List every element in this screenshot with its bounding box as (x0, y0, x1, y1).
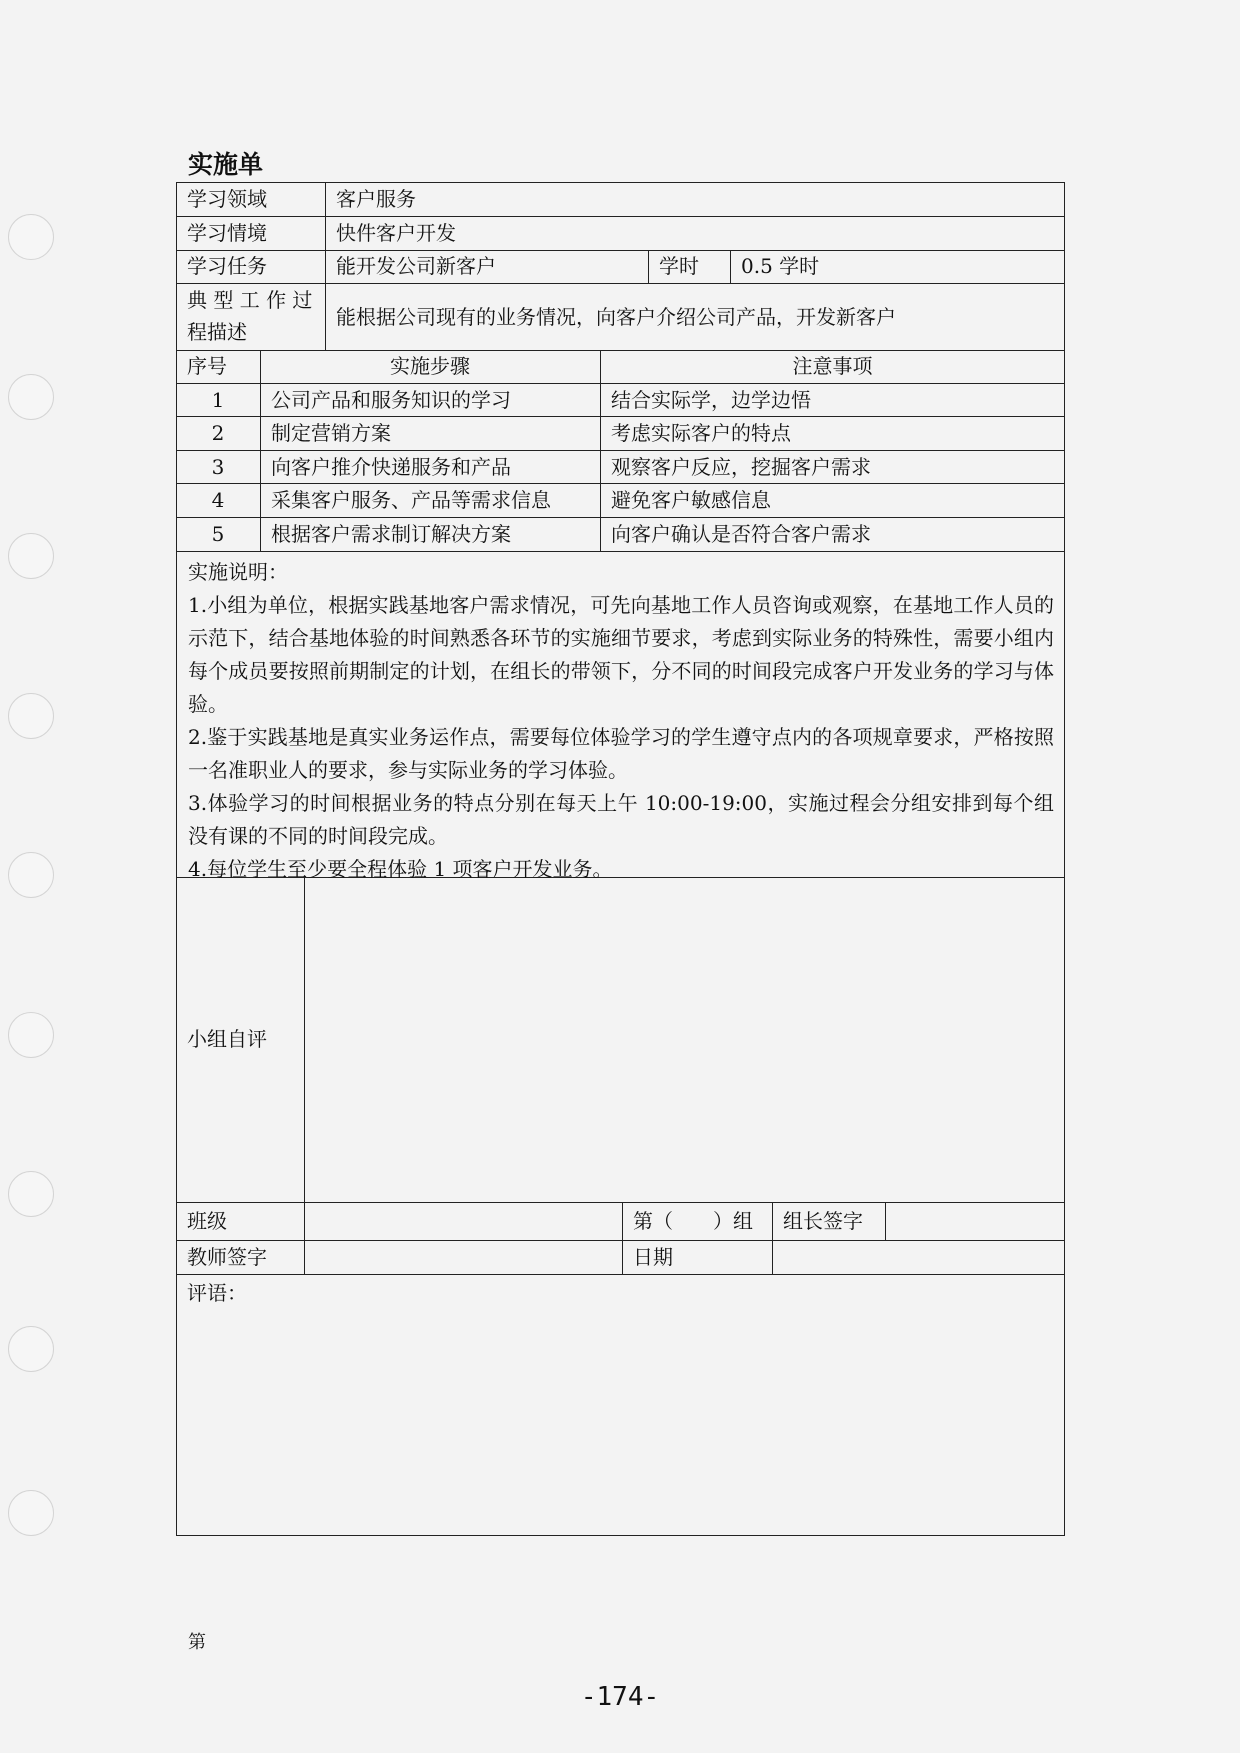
step-note: 避免客户敏感信息 (611, 488, 771, 512)
leader-sign-label: 组长签字 (783, 1209, 863, 1233)
col-no-header: 序号 (187, 354, 227, 378)
situation-label: 学习情境 (187, 221, 267, 245)
hours-value: 0.5 学时 (741, 254, 820, 278)
binder-hole (8, 374, 54, 420)
desc-label-line1: 典 型 工 作 过 (187, 288, 313, 312)
notes-heading: 实施说明： (188, 560, 288, 584)
teacher-sign-label: 教师签字 (187, 1245, 267, 1269)
leader-sign-value[interactable] (885, 1203, 1065, 1240)
binder-hole (8, 533, 54, 579)
self-eval-area[interactable] (304, 878, 1065, 1202)
footer-text: 第 (188, 1632, 206, 1653)
self-eval-label: 小组自评 (187, 1027, 267, 1051)
col-note-header: 注意事项 (792, 354, 873, 378)
step-text: 制定营销方案 (271, 421, 391, 445)
note-item: 1.小组为单位，根据实践基地客户需求情况，可先向基地工作人员咨询或观察，在基地工作人员的示范下，结合基地体验的时间熟悉各环节的实施细节要求，考虑到实际业务的特殊性，需要小组内每个成员要按照前期制定的计划，在组长的带领下，分不同的时间段完成客户开发业务的学习与体验。 (188, 593, 1054, 716)
step-text: 公司产品和服务知识的学习 (271, 388, 511, 412)
row-divider (176, 1274, 1065, 1275)
page-title: 实施单 (188, 150, 264, 179)
date-label: 日期 (633, 1245, 673, 1269)
step-no: 4 (211, 488, 225, 512)
step-note: 向客户确认是否符合客户需求 (611, 522, 871, 546)
step-note: 结合实际学，边学边悟 (611, 388, 811, 412)
step-note: 考虑实际客户的特点 (611, 421, 791, 445)
note-item: 3.体验学习的时间根据业务的特点分别在每天上午 10:00-19:00，实施过程会分组安排到每个组没有课的不同的时间段完成。 (188, 791, 1054, 848)
binder-hole (8, 214, 54, 260)
note-item: 2.鉴于实践基地是真实业务运作点，需要每位体验学习的学生遵守点内的各项规章要求，严格按照一名准职业人的要求，参与实际业务的学习体验。 (188, 725, 1054, 782)
binder-hole (8, 852, 54, 898)
class-value[interactable] (304, 1203, 622, 1240)
implementation-notes (176, 552, 1065, 886)
col-step-header: 实施步骤 (390, 354, 470, 378)
group-label: 第（ ）组 (633, 1209, 753, 1233)
step-text: 采集客户服务、产品等需求信息 (271, 488, 551, 512)
task-label: 学习任务 (187, 254, 267, 278)
date-value[interactable] (772, 1241, 1065, 1274)
desc-label-line2: 程描述 (187, 320, 247, 344)
step-note: 观察客户反应，挖掘客户需求 (611, 455, 871, 479)
binder-hole (8, 1326, 54, 1372)
binder-hole (8, 1490, 54, 1536)
step-text: 向客户推介快递服务和产品 (271, 455, 511, 479)
step-no: 3 (211, 455, 225, 479)
situation-value: 快件客户开发 (336, 221, 456, 245)
class-label: 班级 (187, 1209, 227, 1233)
binder-hole (8, 693, 54, 739)
teacher-sign-value[interactable] (304, 1241, 622, 1274)
desc-value: 能根据公司现有的业务情况，向客户介绍公司产品，开发新客户 (336, 304, 896, 329)
step-no: 1 (211, 388, 225, 412)
step-no: 2 (211, 421, 225, 445)
comment-label: 评语： (187, 1281, 247, 1305)
note-item: 4.每位学生至少要全程体验 1 项客户开发业务。 (188, 857, 613, 881)
task-value: 能开发公司新客户 (336, 254, 496, 278)
field-value: 客户服务 (336, 187, 416, 211)
binder-hole (8, 1171, 54, 1217)
binder-hole (8, 1012, 54, 1058)
step-no: 5 (211, 522, 225, 546)
comment-area[interactable] (176, 1310, 1065, 1534)
hours-label: 学时 (659, 254, 699, 278)
page-number: -174- (580, 1682, 660, 1712)
step-text: 根据客户需求制订解决方案 (271, 522, 511, 546)
field-label: 学习领域 (187, 187, 267, 211)
